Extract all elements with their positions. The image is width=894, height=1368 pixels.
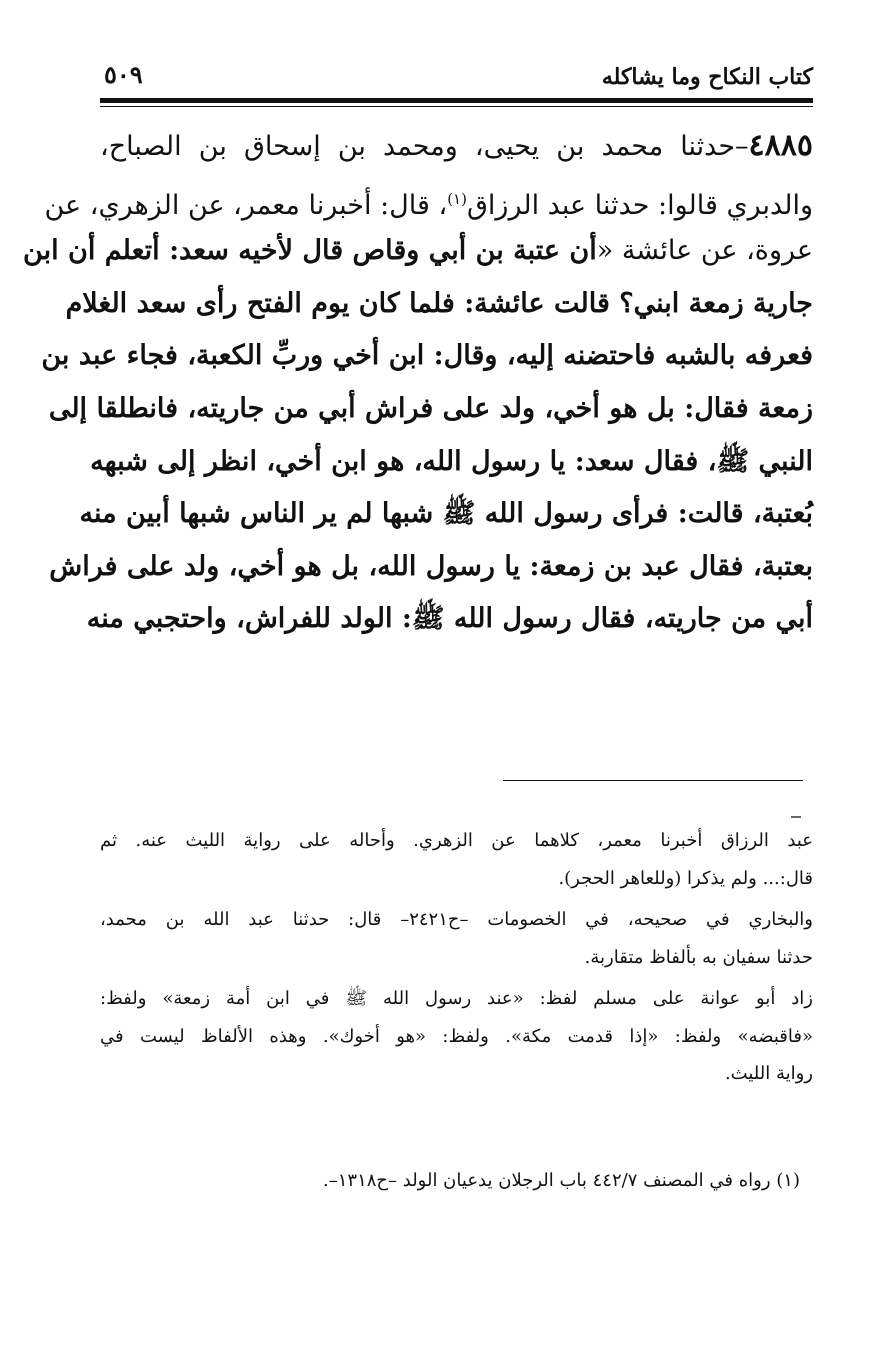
- header-rule: [100, 98, 813, 103]
- footnote-dash: [791, 816, 801, 818]
- text-line: النبي ﷺ، فقال سعد: يا رسول الله، هو ابن أخي، انظر إلى شبهه: [90, 445, 813, 477]
- footnote-1: (١) رواه في المصنف ٤٤٢/٧ باب الرجلان يدعيان الولد –ح١٣١٨–.: [323, 1170, 800, 1191]
- text-line: فعرفه بالشبه فاحتضنه إليه، وقال: ابن أخي وربِّ الكعبة، فجاء عبد بن: [41, 340, 813, 372]
- running-header: [100, 58, 813, 98]
- footnote-line: «فاقبضه» ولفظ: «إذا قدمت مكة». ولفظ: «هو أخوك». وهذه الألفاظ ليست في: [100, 1025, 814, 1047]
- footnote-line: حدثنا سفيان به بألفاظ متقاربة.: [584, 946, 813, 968]
- footnote-reference: (١): [447, 189, 467, 208]
- footnote-line: رواية الليث.: [724, 1063, 813, 1084]
- header-title: كتاب النكاح وما يشاكله: [601, 64, 813, 90]
- text-line: والدبري قالوا: حدثنا عبد الرزاق$^{(١)}$، قال: أخبرنا معمر، عن الزهري، عن: [44, 189, 813, 221]
- text-line: جارية زمعة ابني؟ قالت عائشة: فلما كان يوم الفتح رأى سعد الغلام: [65, 287, 813, 319]
- footnote-separator: [503, 780, 803, 781]
- page-number: ٥٠٩: [104, 60, 143, 89]
- text-line: زمعة فقال: بل هو أخي، ولد على فراش أبي من جاريته، فانطلقا إلى: [48, 392, 813, 424]
- header-rule-thin: [100, 106, 813, 107]
- footnote-line: زاد أبو عوانة على مسلم لفظ: «عند رسول الله ﷺ في ابن أمة زمعة» ولفظ:: [100, 988, 813, 1009]
- footnote-line: قال:... ولم يذكرا (وللعاهر الحجر).: [558, 867, 813, 889]
- text-line: أبي من جاريته، فقال رسول الله ﷺ: الولد للفراش، واحتجبي منه: [86, 603, 813, 635]
- footnote-line: والبخاري في صحيحه، في الخصومات –ح٢٤٢١– قال: حدثنا عبد الله بن محمد،: [100, 909, 813, 930]
- text-line: بُعتبة، قالت: فرأى رسول الله ﷺ شبها لم ير الناس شبها أبين منه: [79, 498, 813, 530]
- footnote-line: عبد الرزاق أخبرنا معمر، كلاهما عن الزهري. وأحاله على رواية الليث عنه. ثم: [100, 830, 813, 851]
- hadith-number: ٤٨٨٥: [748, 128, 813, 163]
- hadith-text: [23, 120, 813, 646]
- text-line: ٤٨٨٥–حدثنا محمد بن يحيى، ومحمد بن إسحاق بن الصباح،: [100, 128, 813, 163]
- footnotes: [100, 822, 813, 1093]
- text-line: بعتبة، فقال عبد بن زمعة: يا رسول الله، بل هو أخي، ولد على فراش: [49, 550, 813, 582]
- text-line: عروة، عن عائشة «أن عتبة بن أبي وقاص قال لأخيه سعد: أتعلم أن ابن: [23, 235, 813, 267]
